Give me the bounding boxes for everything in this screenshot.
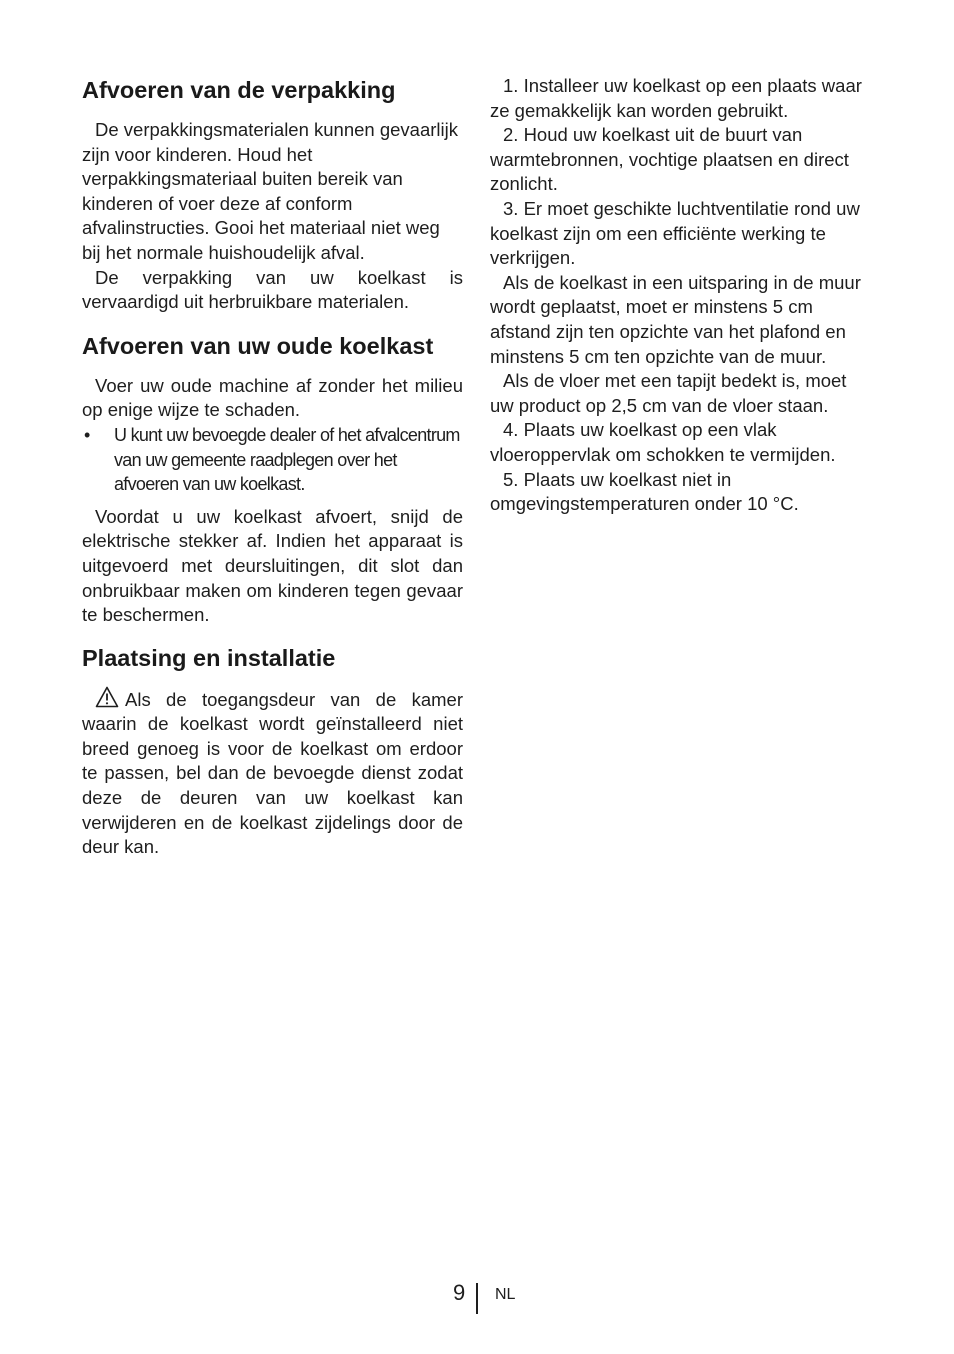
warning-triangle-icon: [95, 686, 119, 708]
bullet-item-dealer: [82, 423, 463, 497]
paragraph-step-2: 2. Houd uw koelkast uit de buurt van warmtebronnen, vochtige plaatsen en direct zonlicht.: [490, 124, 849, 195]
paragraph-environment: Voer uw oude machine af zonder het milieu op enige wijze te schaden.: [82, 374, 463, 421]
heading-packaging-disposal: Afvoeren van de verpakking: [82, 77, 396, 103]
paragraph-recess: Als de koelkast in een uitsparing in de muur wordt geplaatst, moet er minstens 5 cm afstand zijn ten opzichte van het plafond en minstens 5 cm ten opzichte van de muur.: [490, 271, 861, 367]
bullet-text: U kunt uw bevoegde dealer of het afvalcentrum van uw gemeente raadplegen over het afvoeren van uw koelkast.: [114, 424, 460, 495]
paragraph-step-5: 5. Plaats uw koelkast niet in omgevingstemperaturen onder 10 °C.: [490, 468, 799, 515]
left-column: [82, 74, 463, 860]
paragraph-carpet: Als de vloer met een tapijt bedekt is, moet uw product op 2,5 cm van de vloer staan.: [490, 370, 847, 416]
paragraph-step-1: 1. Installeer uw koelkast op een plaats waar ze gemakkelijk kan worden gebruikt.: [490, 75, 862, 121]
language-code: NL: [495, 1286, 516, 1303]
footer-divider: [476, 1283, 478, 1314]
paragraph-cut-plug: Voordat u uw koelkast afvoert, snijd de elektrische stekker af. Indien het apparaat is uitgevoerd met deursluitingen, dit slot dan onbruikbaar maken om kinderen tegen gevaar te beschermen.: [82, 505, 463, 626]
right-column: [490, 74, 872, 517]
paragraph-door-width: [82, 686, 463, 860]
paragraph-packaging-recyclable: De verpakking van uw koelkast is vervaardigd uit herbruikbare materialen.: [82, 266, 463, 313]
bullet-dot: •: [84, 424, 90, 445]
heading-placement-installation: Plaatsing en installatie: [82, 644, 336, 671]
warning-text: Als de toegangsdeur van de kamer waarin de koelkast wordt geïnstalleerd niet breed genoeg is voor de koelkast om erdoor te passen, bel dan de bevoegde dienst zodat deze de deuren van uw koelkast kan verwijderen en de koelkast zijdelings door de deur kan.: [82, 688, 463, 858]
paragraph-step-3: 3. Er moet geschikte luchtventilatie rond uw koelkast zijn om een efficiënte werking te verkrijgen.: [490, 197, 860, 269]
paragraph-step-4: 4. Plaats uw koelkast op een vlak vloeroppervlak om schokken te vermijden.: [490, 419, 836, 465]
heading-old-fridge-disposal: Afvoeren van uw oude koelkast: [82, 332, 434, 359]
paragraph-packaging-danger: De verpakkingsmaterialen kunnen gevaarlijk zijn voor kinderen. Houd het verpakkingsmateriaal buiten bereik van kinderen of voer deze af conform afvalinstructies. Gooi het materiaal niet weg bij het normale huishoudelijk afval.: [82, 119, 458, 263]
page-number: 9: [453, 1280, 466, 1305]
